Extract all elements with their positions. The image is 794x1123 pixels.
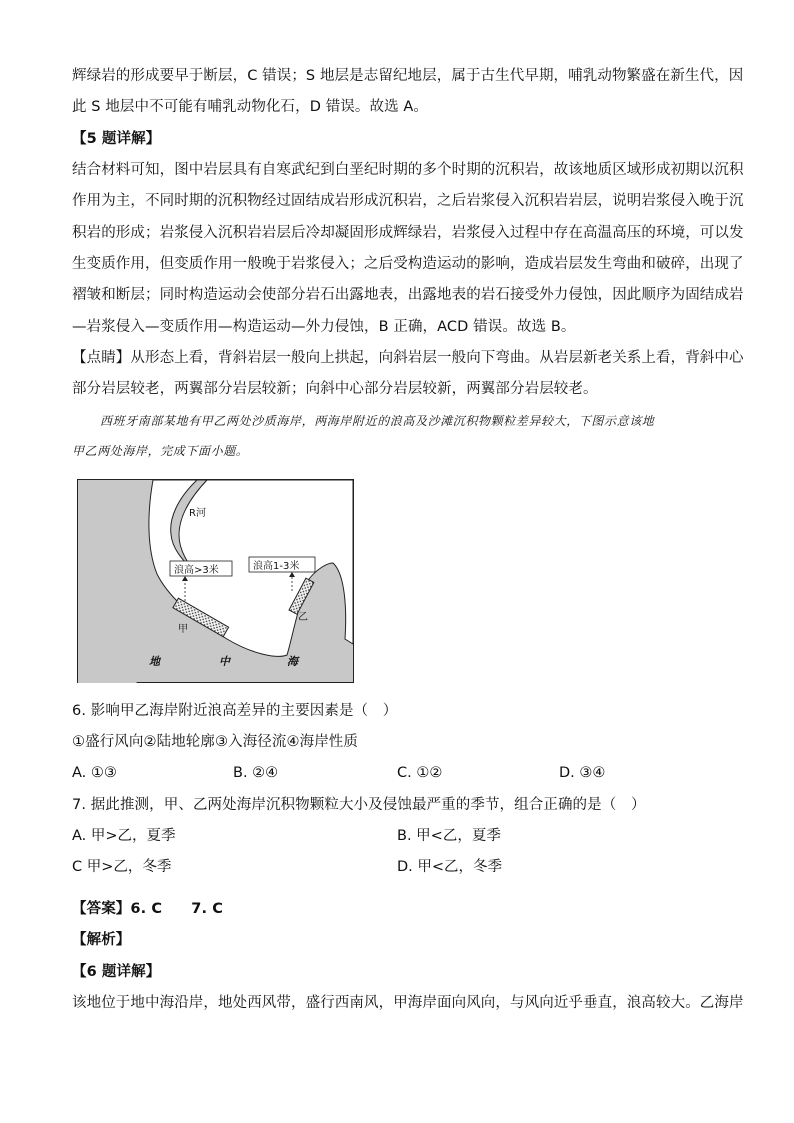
text-line: —岩浆侵入—变质作用—构造运动—外力侵蚀，B 正确，ACD 错误。故选 B。 [72,319,576,335]
q7-option-c: C 甲>乙，冬季 [72,859,172,875]
label-jia: 甲 [178,624,188,635]
q6-option-d: D. ③④ [559,765,606,781]
q7-option-d: D. 甲<乙，冬季 [397,859,503,875]
answer-line: 【答案】6. C 7. C [72,901,223,917]
text-line: 作用为主，不同时期的沉积物经过固结成岩形成沉积岩，之后岩浆侵入沉积岩岩层，说明岩浆侵入晚于沉 [72,193,744,209]
section-heading: 【5 题详解】 [72,131,161,147]
text-line: 此 S 地层中不可能有哺乳动物化石，D 错误。故选 A。 [72,99,429,115]
text-line: 部分岩层较老，两翼部分岩层较新；向斜中心部分岩层较新，两翼部分岩层较老。 [72,381,598,397]
sea-char-1: 地 [149,655,160,668]
text-line: 褶皱和断层；同时构造运动会使部分岩石出露地表，出露地表的岩石接受外力侵蚀，因此顺序为固结成岩 [72,287,744,303]
text-line: 辉绿岩的形成要早于断层，C 错误；S 地层是志留纪地层，属于古生代早期，哺乳动物繁盛在新生代，因 [72,68,744,84]
text-line: 生变质作用，但变质作用一般晚于岩浆侵入；之后受构造运动的影响，造成岩层发生弯曲和破碎，出现了 [72,256,744,272]
intro-line: 甲乙两处海岸，完成下面小题。 [72,444,249,458]
q6-option-b: B. ②④ [233,765,279,781]
q6-option-a: A. ①③ [72,765,117,781]
q6-items: ①盛行风向②陆地轮廓③入海径流④海岸性质 [72,734,358,750]
sea-char-3: 海 [287,655,298,668]
text-line: 该地位于地中海沿岸，地处西风带，盛行西南风，甲海岸面向风向，与风向近乎垂直，浪高较大。乙海岸 [72,995,744,1011]
wave-label-jia: 浪高>3米 [174,565,219,576]
wave-label-yi: 浪高1-3米 [253,561,300,572]
river-label: R河 [189,508,206,519]
intro-line: 西班牙南部某地有甲乙两处沙质海岸，两海岸附近的浪高及沙滩沉积物颗粒差异较大，下图示意该地 [100,414,655,428]
text-line: 积岩的形成；岩浆侵入沉积岩岩层后冷却凝固形成辉绿岩，岩浆侵入过程中存在高温高压的环境，可以发 [72,225,744,241]
q7-stem: 7. 据此推测，甲、乙两处海岸沉积物颗粒大小及侵蚀最严重的季节，组合正确的是（ ） [72,797,646,813]
text-line: 结合材料可知，图中岩层具有自寒武纪到白垩纪时期的多个时期的沉积岩，故该地质区域形成初期以沉积 [72,162,744,178]
q6-option-c: C. ①② [397,765,443,781]
coast-map [77,479,354,683]
sea-char-2: 中 [219,655,230,668]
text-line: 【点睛】从形态上看，背斜岩层一般向上拱起，向斜岩层一般向下弯曲。从岩层新老关系上看，背斜中心 [72,350,744,366]
q6-stem: 6. 影响甲乙海岸附近浪高差异的主要因素是（ ） [72,703,398,719]
detail6-heading: 【6 题详解】 [72,964,161,980]
analysis-heading: 【解析】 [72,932,131,948]
q7-option-b: B. 甲<乙，夏季 [397,828,501,844]
label-yi: 乙 [298,612,308,623]
q7-option-a: A. 甲>乙，夏季 [72,828,176,844]
